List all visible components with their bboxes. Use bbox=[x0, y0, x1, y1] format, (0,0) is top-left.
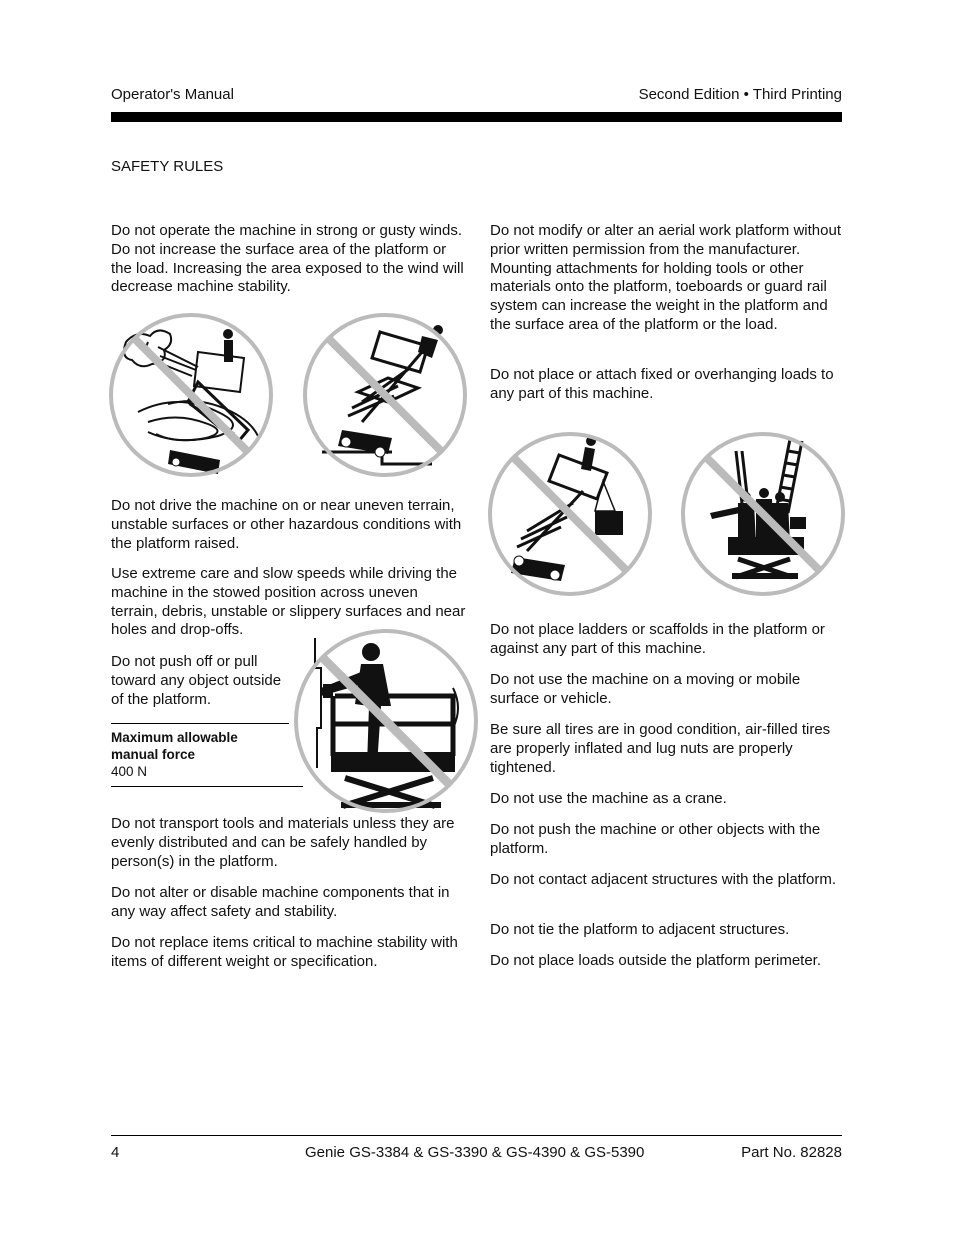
tools-materials-warning: Do not transport tools and materials unless they are evenly distributed and can be safely handled by person(s) in the platform. bbox=[111, 815, 455, 870]
tipping-terrain-prohibited-icon bbox=[302, 312, 468, 478]
header-edition: Second Edition • Third Printing bbox=[638, 86, 842, 103]
force-box-bottom-rule bbox=[111, 786, 303, 787]
wind-warning: Do not operate the machine in strong or gusty winds. Do not increase the surface area of the platform or the load. Increasing the area exposed to the wind will decrease machine stability. bbox=[111, 222, 464, 296]
crane-warning: Do not use the machine as a crane. bbox=[490, 790, 727, 807]
replacement-items-warning: Do not replace items critical to machine stability with items of different weight or specification. bbox=[111, 934, 458, 970]
footer-rule bbox=[111, 1135, 842, 1136]
modification-warning: Do not modify or alter an aerial work platform without prior written permission from the manufacturer. Mounting attachments for holding tools or other materials onto the platform, toeboards or guard rail system can increase the weight in the platform and the surface area of the platform or the load. bbox=[490, 222, 841, 333]
footer-models: Genie GS-3384 & GS-3390 & GS-4390 & GS-5390 bbox=[305, 1144, 645, 1161]
manual-force-box bbox=[111, 723, 303, 787]
overhanging-loads-warning: Do not place or attach fixed or overhanging loads to any part of this machine. bbox=[490, 366, 834, 402]
wind-prohibited-icon bbox=[108, 312, 274, 478]
force-label: Maximum allowable manual force bbox=[111, 730, 238, 762]
push-pull-prohibited-icon bbox=[293, 628, 479, 814]
uneven-terrain-warning: Do not drive the machine on or near uneven terrain, unstable surfaces or other hazardous conditions with the platform raised. bbox=[111, 497, 462, 552]
perimeter-loads-warning: Do not place loads outside the platform perimeter. bbox=[490, 952, 822, 969]
tires-warning: Be sure all tires are in good condition, air-filled tires are properly inflated and lug nuts are properly tightened. bbox=[490, 721, 831, 776]
tie-platform-warning: Do not tie the platform to adjacent structures. bbox=[490, 921, 790, 938]
section-title: SAFETY RULES bbox=[111, 158, 224, 175]
overhanging-load-prohibited-icon bbox=[487, 431, 653, 597]
contact-structures-warning: Do not contact adjacent structures with the platform. bbox=[490, 871, 837, 888]
components-warning: Do not alter or disable machine components that in any way affect safety and stability. bbox=[111, 884, 450, 920]
header-rule bbox=[111, 112, 842, 122]
ladders-warning: Do not place ladders or scaffolds in the platform or against any part of this machine. bbox=[490, 621, 825, 657]
push-pull-warning: Do not push off or pull toward any object outside of the platform. bbox=[111, 653, 282, 708]
header-manual-title: Operator's Manual bbox=[111, 86, 234, 103]
stowed-driving-warning: Use extreme care and slow speeds while driving the machine in the stowed position across uneven terrain, debris, unstable or slippery surfaces and near holes and drop-offs. bbox=[111, 565, 466, 639]
moving-surface-warning: Do not use the machine on a moving or mobile surface or vehicle. bbox=[490, 671, 801, 707]
footer-part-number: Part No. 82828 bbox=[741, 1144, 842, 1161]
page-number: 4 bbox=[111, 1144, 120, 1161]
force-box-top-rule bbox=[111, 723, 289, 724]
ladder-scaffold-prohibited-icon bbox=[680, 431, 846, 597]
force-value: 400 N bbox=[111, 764, 148, 779]
push-platform-warning: Do not push the machine or other objects with the platform. bbox=[490, 821, 821, 857]
